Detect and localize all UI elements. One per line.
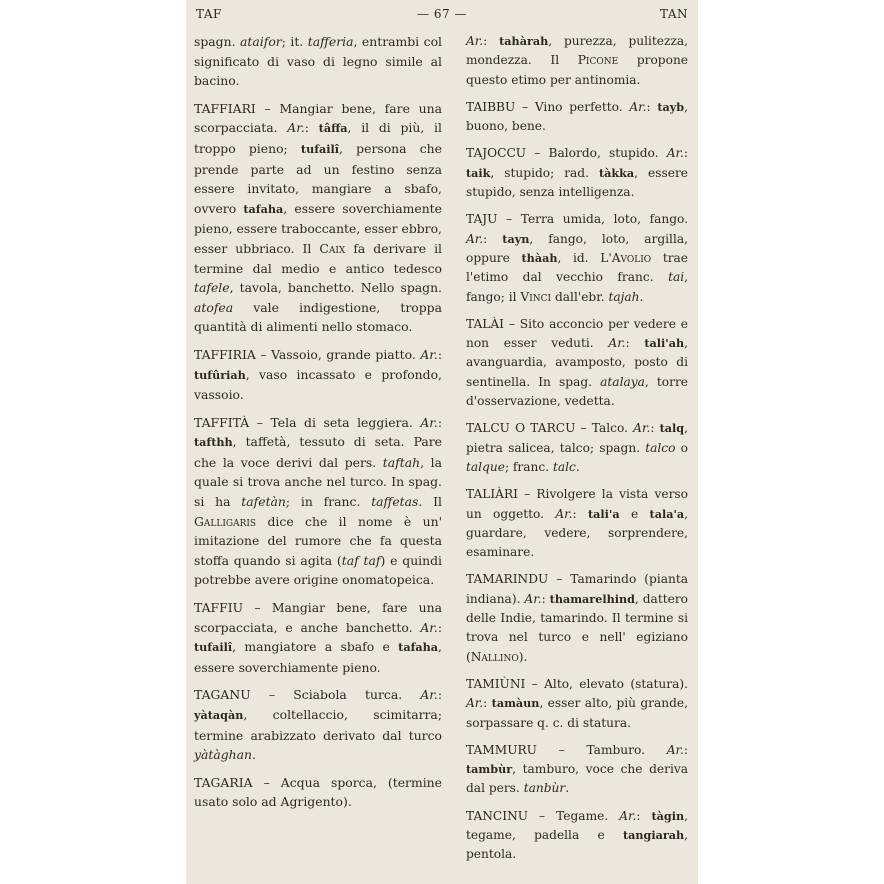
entry-text: , pietra salicea, talco; spagn. [466, 421, 688, 455]
entry-text: , mangiatore a sbafo e [232, 639, 399, 655]
arabic-term: talq [659, 421, 685, 436]
italic-term: Ar. [524, 591, 542, 606]
entry-text: , dattero delle Indie, tamarindo. Il termine si trova nel turco e nell' egiziano ( [466, 591, 688, 664]
entry-text: , avanguardia, avamposto, posto di sentinella. In spag. [466, 336, 688, 389]
entry-text: : [650, 421, 660, 436]
entry-text: – Vassoio, grande piatto. [255, 346, 421, 362]
dictionary-entry [194, 773, 442, 812]
entry-text: : [437, 687, 442, 703]
entry-text: vale indigestione, troppa quantità di alimenti nello stomaco. [194, 299, 442, 335]
italic-term: talc [552, 459, 576, 474]
arabic-term: yàtaqàn [194, 708, 244, 722]
italic-term: Ar. [666, 742, 684, 757]
entry-text: – Terra umida, loto, fango. [497, 212, 688, 227]
entry-text: , stupido; rad. [490, 165, 599, 180]
entry-text: : [483, 34, 500, 48]
italic-term: tanbùr [523, 781, 566, 796]
headword: TALCU O TARCU [466, 421, 576, 436]
dictionary-entry [466, 485, 688, 562]
entry-text: : [683, 146, 688, 161]
dictionary-entry [466, 98, 688, 137]
entry-text: ; franc. [504, 459, 553, 474]
headword: TAJU [466, 212, 498, 227]
italic-term: Ar. [420, 687, 438, 703]
italic-term: taf taf [341, 552, 381, 568]
italic-term: yàtàghan [194, 747, 253, 763]
arabic-term: tayn [502, 231, 530, 246]
arabic-term: tâffa [318, 121, 348, 136]
italic-term: Ar. [287, 120, 305, 136]
entry-text: : [437, 619, 442, 635]
arabic-term: tàkka [598, 165, 635, 180]
header-left-guide-word: TAF [196, 7, 222, 21]
dictionary-entry [466, 741, 688, 799]
dictionary-entry [194, 345, 442, 405]
italic-term: Ar. [619, 808, 637, 823]
entry-text: , esser alto, più grande, sorpassare q. c. di statura. [466, 696, 688, 730]
italic-term: Ar. [420, 619, 438, 635]
italic-term: Ar. [629, 99, 647, 114]
running-header [196, 7, 688, 25]
dictionary-page [186, 0, 698, 884]
arabic-term: thàah [521, 250, 558, 265]
entry-text: : [572, 506, 588, 521]
italic-term: Ar. [466, 34, 484, 48]
arabic-term: tala'a [649, 506, 685, 521]
dictionary-entry [194, 32, 442, 91]
dictionary-entry [194, 413, 442, 590]
header-right-guide-word: TAN [659, 7, 688, 21]
entry-text: , tamburo, voce che deriva dal pers. [466, 762, 688, 796]
left-column [194, 32, 442, 820]
author-name: Nallino [470, 649, 519, 664]
entry-text: : [437, 346, 442, 362]
arabic-term: tafthh [194, 435, 233, 450]
entry-text: – Vino perfetto. [515, 99, 630, 114]
italic-term: Ar. [466, 696, 484, 711]
headword: TAIBBU [466, 99, 516, 114]
author-name: Avolio [611, 250, 652, 265]
headword: TAMARINDU [466, 572, 549, 587]
dictionary-entry [466, 675, 688, 733]
dictionary-entry [466, 807, 688, 865]
entry-text: – Sito acconcio per vedere e non esser veduti. [466, 316, 688, 351]
italic-term: Ar. [466, 231, 484, 246]
entry-text: ; it. [281, 34, 308, 49]
entry-text: dice che il nome è un' imitazione del rumore che fa questa stoffa quando si agita ( [194, 513, 442, 568]
entry-text: – Tela di seta leggiera. [249, 414, 421, 430]
dictionary-entry [466, 419, 688, 477]
headword: TANCINU [466, 808, 529, 823]
author-name: Picone [577, 53, 619, 68]
arabic-term: thamarelhind [549, 591, 635, 606]
entry-text: , tegame, padella e [466, 808, 688, 842]
italic-term: talque [466, 459, 505, 474]
entry-text: – Alto, elevato (statura). [525, 676, 688, 691]
entry-text: , id. L' [557, 250, 612, 265]
entry-text: : [683, 742, 688, 757]
italic-term: atalaya [600, 374, 645, 389]
page-number: — 67 — [417, 7, 467, 21]
italic-term: talco [645, 440, 676, 455]
entry-text: , essere soverchiamente pieno. [194, 639, 442, 675]
italic-term: Ar. [666, 146, 684, 161]
right-column [466, 32, 688, 873]
entry-text: : [483, 696, 492, 711]
entry-text: , fango, loto, argilla, oppure [466, 231, 688, 265]
entry-text: , buono, bene. [466, 99, 689, 134]
entry-text: , tavola, banchetto. Nello spagn. [229, 280, 442, 296]
entry-text: : [636, 808, 652, 823]
headword: TAFFITÀ [194, 414, 250, 430]
italic-term: taftah [382, 454, 421, 470]
entry-text: trae l'etimo dal vecchio franc. [466, 250, 689, 285]
arabic-term: tali'ah [644, 336, 685, 351]
entry-text: , il di più, il troppo pieno; [194, 120, 442, 156]
dictionary-entry [466, 210, 688, 306]
arabic-term: tahàrah [499, 34, 549, 48]
entry-text: . Il [418, 494, 442, 510]
arabic-term: tufailî [194, 640, 233, 655]
entry-text: : [646, 99, 658, 114]
italic-term: tajah [608, 289, 640, 304]
entry-text: . [565, 781, 570, 796]
headword: TAGANU [194, 687, 251, 703]
entry-text: , pentola. [466, 827, 688, 862]
headword: TAFFIARI [194, 100, 256, 116]
entry-text: – Tegame. [528, 808, 620, 823]
entry-text: – Balordo, stupido. [526, 146, 667, 161]
entry-text: , essere stupido, senza intelligenza. [466, 165, 688, 200]
arabic-term: tàgin [651, 808, 685, 823]
entry-text: dall'ebr. [551, 289, 609, 304]
dictionary-entry [466, 570, 688, 666]
arabic-term: tafaha [398, 640, 439, 655]
entry-text: , essere soverchiamente pieno, essere traboccante, esser ebbro, esser ubbriaco. Il [194, 200, 443, 256]
headword: TALIÀRI [466, 487, 518, 502]
entry-text: , fango; il [466, 270, 688, 304]
italic-term: ataifor [240, 34, 282, 49]
entry-text: , taffetà, tessuto di seta. Pare che la voce derivi dal pers. [194, 434, 442, 470]
dictionary-entry [194, 685, 442, 764]
headword: TAFFIU [194, 600, 244, 616]
dictionary-entry [466, 32, 688, 90]
arabic-term: tali'a [588, 506, 620, 521]
italic-term: Ar. [633, 421, 651, 436]
entry-text: : [304, 120, 319, 136]
entry-text: – Tamarindo (pianta indiana). [466, 572, 688, 606]
arabic-term: tamàun [491, 696, 540, 711]
dictionary-entry [466, 315, 688, 411]
entry-text: ; in franc. [285, 494, 372, 510]
arabic-term: tambùr [466, 762, 513, 777]
entry-text: , purezza, pulitezza, mondezza. Il [466, 34, 688, 68]
arabic-term: tayb [657, 99, 685, 114]
arabic-term: tafaha [243, 201, 284, 216]
author-name: Vinci [520, 289, 552, 304]
italic-term: atofea [194, 299, 234, 315]
entry-text: – Acqua sporca, (termine usato solo ad Agrigento). [194, 774, 442, 810]
headword: TAMIÙNI [466, 676, 526, 691]
entry-text: ) e quindi potrebbe avere origine onomatopeica. [194, 552, 443, 588]
headword: TAFFIRIA [194, 346, 256, 362]
entry-text: : [437, 414, 442, 430]
headword: TAGARIA [194, 774, 253, 790]
entry-text: – Talco. [575, 421, 634, 436]
entry-text: , vaso incassato e profondo, vassoio. [194, 366, 442, 403]
author-name: Galligaris [194, 513, 257, 529]
italic-term: Ar. [420, 346, 438, 362]
entry-text: , persona che prende parte ad un festino senza essere invitato, mangiare a sbafo, ovvero [194, 140, 442, 216]
entry-text: , entrambi col significato di vaso di legno simile al bacino. [194, 34, 442, 89]
entry-text: , coltellaccio, scimitarra; termine arabizzato derivato dal turco [194, 707, 442, 743]
entry-text: ). [518, 649, 528, 664]
dictionary-entry [466, 144, 688, 202]
entry-text: – Mangiar bene, fare una scorpacciata. [194, 100, 442, 136]
entry-text: : [483, 231, 503, 246]
italic-term: taffetas [371, 494, 419, 510]
italic-term: tai [668, 270, 685, 285]
entry-text: – Sciabola turca. [250, 687, 421, 703]
italic-term: Ar. [608, 336, 626, 351]
entry-text: , torre d'osservazione, vedetta. [466, 374, 688, 409]
headword: TAJOCCU [466, 146, 527, 161]
italic-term: tafetàn [241, 494, 286, 510]
dictionary-entry [194, 598, 442, 677]
entry-text: , la quale si trova anche nel turco. In spag. si ha [194, 454, 442, 510]
entry-text: . [252, 747, 256, 763]
italic-term: Ar. [420, 414, 438, 430]
entry-text: propone questo etimo per antinomia. [466, 53, 689, 87]
entry-text: spagn. [194, 34, 241, 49]
entry-text: . [575, 459, 580, 474]
italic-term: tafele [194, 280, 230, 296]
entry-text: , guardare, vedere, sorprendere, esaminare. [466, 506, 688, 560]
italic-term: Ar. [555, 506, 573, 521]
dictionary-entry [194, 99, 442, 337]
arabic-term: tufailî [300, 141, 340, 156]
headword: TALÀI [466, 316, 504, 331]
entry-text: – Tamburo. [536, 742, 667, 757]
headword: TAMMURU [466, 742, 537, 757]
entry-text: . [639, 289, 644, 304]
entry-text: e [619, 506, 650, 521]
arabic-term: tufûriah [194, 367, 246, 382]
arabic-term: tangiarah [622, 827, 685, 842]
entry-text: – Mangiar bene, fare una scorpacciata, e anche banchetto. [194, 600, 442, 635]
entry-text: – Rivolgere la vista verso un oggetto. [466, 487, 688, 521]
entry-text: : [625, 336, 645, 351]
entry-text: o [675, 440, 688, 455]
entry-text: : [541, 591, 550, 606]
arabic-term: taik [466, 165, 491, 180]
entry-text: fa derivare il termine dal medio e antico tedesco [194, 240, 442, 276]
author-name: Caix [319, 240, 346, 256]
italic-term: tafferia [307, 34, 354, 49]
